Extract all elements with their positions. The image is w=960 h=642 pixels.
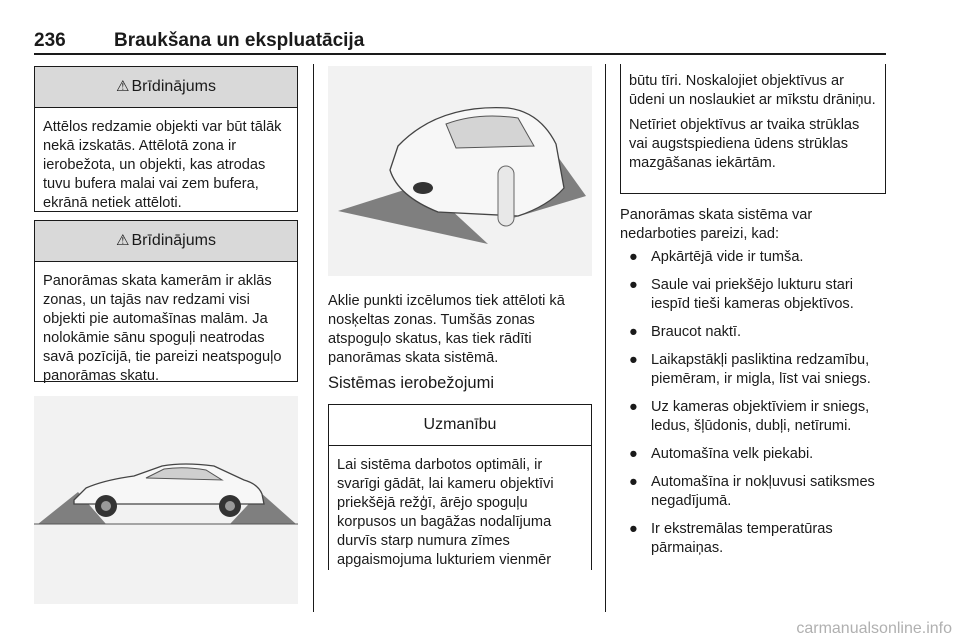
car-top-view-illustration bbox=[328, 66, 592, 276]
car-side-view-illustration bbox=[34, 396, 298, 604]
list-item-text: Ir ekstremālas temperatūras pārmaiņas. bbox=[651, 521, 833, 556]
list-item bbox=[620, 398, 890, 436]
warning-box-1-header bbox=[35, 67, 297, 108]
list-item bbox=[620, 473, 890, 511]
bullet-dot: ● bbox=[629, 399, 638, 415]
warning-box-2-title: Brīdinājums bbox=[131, 232, 216, 249]
header-rule bbox=[34, 53, 886, 55]
bullet-dot: ● bbox=[629, 249, 638, 265]
warning-triangle-icon: ⚠ bbox=[116, 78, 130, 95]
figure-caption: Aklie punkti izcēlumos tiek attēloti kā nosķeltas zonas. Tumšās zonas atspoguļo skatus, kas tiek rādīti panorāmas skata sistēmā. bbox=[328, 293, 565, 366]
watermark: carmanualsonline.info bbox=[796, 620, 952, 637]
warning-triangle-icon: ⚠ bbox=[116, 232, 130, 249]
car-side-view-figure bbox=[34, 396, 298, 604]
list-item-text: Uz kameras objektīviem ir sniegs, ledus, šļūdonis, dubļi, netīrumi. bbox=[651, 399, 870, 434]
list-item bbox=[620, 520, 890, 558]
limitations-list bbox=[620, 248, 890, 567]
bullet-dot: ● bbox=[629, 352, 638, 368]
list-item bbox=[620, 248, 890, 267]
page-number: 236 bbox=[34, 30, 66, 51]
list-item-text: Apkārtējā vide ir tumša. bbox=[651, 249, 804, 265]
notice-box-continued bbox=[620, 64, 886, 194]
bullet-dot: ● bbox=[629, 521, 638, 537]
column-divider-left bbox=[313, 64, 314, 612]
notice-box-title: Uzmanību bbox=[423, 416, 497, 433]
limitations-intro: Panorāmas skata sistēma var nedarboties pareizi, kad: bbox=[620, 207, 813, 242]
notice-continued-body bbox=[621, 64, 885, 173]
car-top-view-figure bbox=[328, 66, 592, 276]
notice-box bbox=[328, 404, 592, 570]
section-title: Braukšana un ekspluatācija bbox=[114, 30, 365, 51]
list-item-text: Automašīna velk piekabi. bbox=[651, 446, 814, 462]
warning-box-1-title: Brīdinājums bbox=[131, 78, 216, 95]
list-item-text: Laikapstākļi pasliktina redzamību, piemēram, ir migla, līst vai sniegs. bbox=[651, 352, 871, 387]
list-item bbox=[620, 276, 890, 314]
notice-continued-paragraph-1: būtu tīri. Noskalojiet objektīvus ar ūdeni un noslaukiet ar mīkstu drāniņu. bbox=[629, 73, 876, 108]
bullet-dot: ● bbox=[629, 446, 638, 462]
notice-box-body: Lai sistēma darbotos optimāli, ir svarīgi gādāt, lai kameru objektīvi priekšējā režģī, ārējo spoguļu korpusos un bagāžas nodalījuma durvīs starp numura zīmes apgaismojuma lukturiem vienmēr bbox=[337, 457, 554, 568]
bullet-dot: ● bbox=[629, 277, 638, 293]
list-item-text: Automašīna ir nokļuvusi satiksmes negadījumā. bbox=[651, 474, 875, 509]
list-item bbox=[620, 445, 890, 464]
warning-box-2 bbox=[34, 220, 298, 382]
warning-box-1-body: Attēlos redzamie objekti var būt tālāk nekā izskatās. Attēlotā zona ir ierobežota, un objekti, kas atrodas tuvu bufera malai vai zem bufera, ekrānā netiek attēloti. bbox=[43, 119, 282, 211]
list-item bbox=[620, 351, 890, 389]
warning-box-2-header bbox=[35, 221, 297, 262]
notice-continued-paragraph-2: Netīriet objektīvus ar tvaika strūklas vai augstspiediena ūdens strūklas mazgāšanas iekārtām. bbox=[629, 117, 860, 171]
list-item bbox=[620, 323, 890, 342]
section-subheading: Sistēmas ierobežojumi bbox=[328, 374, 494, 392]
bullet-dot: ● bbox=[629, 324, 638, 340]
warning-box-2-body: Panorāmas skata kamerām ir aklās zonas, un tajās nav redzami visi objekti pie automašīnas malām. Ja nolokāmie sānu spoguļi neatrodas savā pozīcijā, tie pareizi neatspoguļo panorāmas skatu. bbox=[43, 273, 282, 384]
column-divider-right bbox=[605, 64, 606, 612]
bullet-dot: ● bbox=[629, 474, 638, 490]
list-item-text: Saule vai priekšējo lukturu stari iespīd tieši kameras objektīvos. bbox=[651, 277, 854, 312]
notice-box-header bbox=[329, 405, 591, 446]
warning-box-1 bbox=[34, 66, 298, 212]
list-item-text: Braucot naktī. bbox=[651, 324, 742, 340]
